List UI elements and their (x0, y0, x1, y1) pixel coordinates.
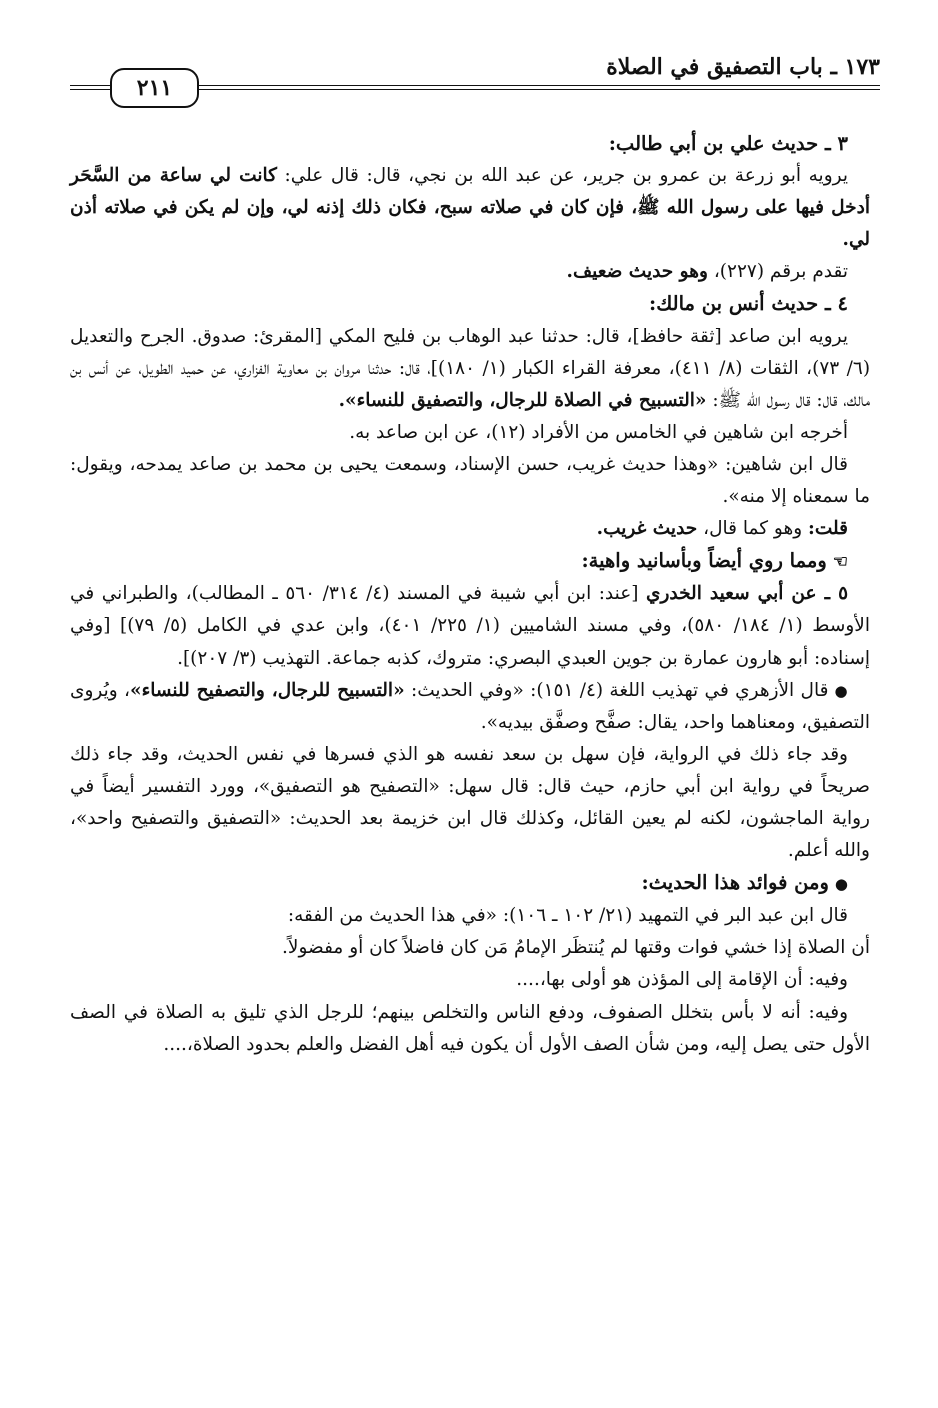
riwaya-paragraph: وقد جاء ذلك في الرواية، فإن سهل بن سعد نفسه هو الذي فسرها في نفس الحديث، وقد جاء ذلك صريحاً في رواية ابن أبي حازم، حيث قال: قال سهل: «التصفيح هو التصفيق»، وورد التفسير أيضاً في رواية الماجشون، لكنه لم يعين القائل، وكذلك قال ابن خزيمة بعد الحديث: «التصفيق والتصفيح واحد»، والله أعلم. (70, 743, 870, 862)
pointing-hand-icon: ☜ (832, 552, 848, 573)
fawaid-title: ومن فوائد هذا الحديث: (641, 871, 829, 895)
page-number: ٢١١ (110, 68, 199, 108)
page-body (70, 128, 870, 1061)
page-header (70, 44, 880, 114)
section-3-text (70, 160, 870, 256)
section-5-body: [عند: ابن أبي شيبة في المسند (٤/ ٣١٤/ ٥٦٠ ـ المطالب)، والطبراني في الأوسط (١/ ١٨٤/ ٥٨٠)، وفي مسند الشاميين (١/ ٢٢٥/ ٤٠١)، وابن عدي في الكامل (٥/ ٧٩)] [وفي إسناده: أبو هارون عمارة بن جوين العبدي البصري: متروك، كذبه جماعة. التهذيب (٣/ ٢٠٧)]. (70, 583, 870, 669)
qultu-label: قلت: (808, 518, 848, 540)
section-4-qultu (70, 513, 870, 545)
section-4-quote: «التسبيح في الصلاة للرجال، والتصفيق للنساء». (338, 389, 707, 411)
section-3-heading: ٣ ـ حديث علي بن أبي طالب: (608, 132, 848, 155)
fawaid-heading (70, 867, 870, 900)
weak-chains-title: ومما روي أيضاً وبأسانيد واهية: (581, 549, 827, 573)
section-4-takhrij: أخرجه ابن شاهين في الخامس من الأفراد (١٢)، عن ابن صاعد به. (349, 421, 848, 443)
fawaid-point-3: وفيه: أنه لا بأس بتخلل الصفوف، ودفع الناس والتخلص بينهم؛ للرجل الذي تليق به الصلاة في الصف الأول حتى يصل إليه، ومن شأن الصف الأول أن يكون فيه أهل الفضل والعلم بحدود الصلاة،.... (70, 1001, 870, 1055)
section-3-intro: يرويه أبو زرعة بن عمرو بن جرير، عن عبد الله بن نجي، قال: قال علي: (276, 165, 848, 187)
azhari-paragraph (70, 675, 870, 739)
weak-chains-heading (70, 545, 870, 578)
fawaid-point-1: أن الصلاة إذا خشي فوات وقتها لم يُنتظَر الإمامُ مَن كان فاضلاً كان أو مفضولاً. (282, 937, 870, 959)
section-3-grade: وهو حديث ضعيف. (566, 261, 708, 283)
section-4-heading: ٤ ـ حديث أنس بن مالك: (649, 292, 848, 316)
section-3-quote: كانت لي ساعة من السَّحَر أدخل فيها على رسول الله ﷺ، فإن كان في صلاته سبح، فكان ذلك إذنه لي، وإن لم يكن في صلاته أذن لي. (70, 165, 870, 251)
section-3-ref (70, 256, 870, 288)
qultu-text: وهو كما قال، (697, 518, 809, 540)
header-rule (195, 85, 880, 90)
fawaid-intro: قال ابن عبد البر في التمهيد (٢١/ ١٠٢ ـ ١٠٦): «في هذا الحديث من الفقه: (287, 905, 848, 927)
section-4-isnad: يرويه ابن صاعد [ثقة حافظ]، قال: حدثنا عبد الوهاب بن فليح المكي [المقرئ: صدوق. الجرح والتعديل (٦/ ٧٣)، الثقات (٨/ ٤١١)، معرفة القراء الكبار (١/ ١٨٠)]، قال: حدثنا مروان بن معاوية الفزاري، عن حميد الطويل، عن أنس بن مالك، قال: قال رسول الله ﷺ: (70, 325, 871, 411)
section-5-text (70, 578, 870, 674)
section-4-ibn-shahin: قال ابن شاهين: «وهذا حديث غريب، حسن الإسناد، وسمعت يحيى بن محمد بن صاعد يمدحه، ويقول: ما سمعناه إلا منه». (70, 453, 870, 508)
azhari-text: قال الأزهري في تهذيب اللغة (٤/ ١٥١): «وفي الحديث: (404, 679, 829, 701)
azhari-quote: «التسبيح للرجال، والتصفيح للنساء» (130, 679, 405, 701)
section-5-label: ٥ ـ عن أبي سعيد الخدري (645, 583, 848, 605)
azhari-text-2: ، ويُروى التصفيق، ومعناهما واحد، يقال: صفَّح وصفَّق بيديه». (70, 679, 870, 733)
bullet-icon: ● (834, 681, 848, 700)
section-4-text (70, 321, 870, 417)
header-rule-left (70, 85, 110, 90)
qultu-grade: حديث غريب. (596, 518, 698, 540)
bullet-icon: ● (834, 875, 848, 894)
chapter-title: ١٧٣ ـ باب التصفيق في الصلاة (606, 54, 880, 80)
fawaid-point-2: وفيه: أن الإقامة إلى المؤذن هو أولى بها،.... (516, 969, 848, 991)
section-3-ref-text: تقدم برقم (٢٢٧)، (707, 261, 848, 283)
